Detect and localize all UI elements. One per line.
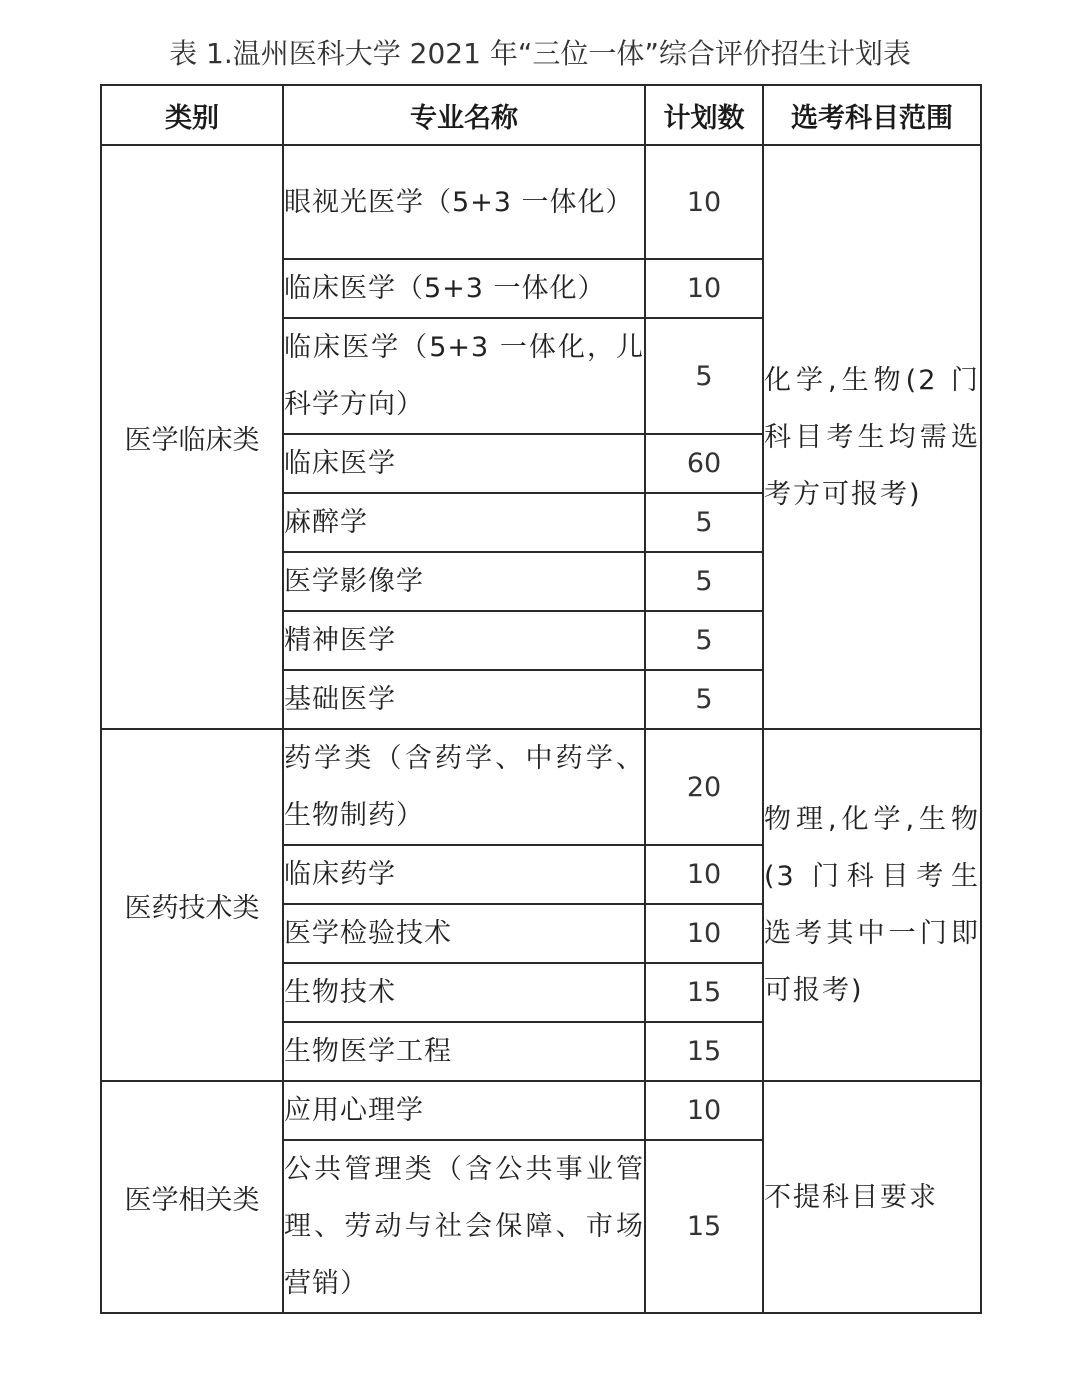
major-cell: 临床医学 (283, 434, 645, 493)
count-cell: 5 (645, 611, 763, 670)
header-category: 类别 (101, 85, 283, 145)
table-title: 表 1.温州医科大学 2021 年“三位一体”综合评价招生计划表 (169, 37, 911, 70)
table-row (101, 145, 981, 259)
header-scope: 选考科目范围 (763, 85, 981, 145)
count-cell: 60 (645, 434, 763, 493)
count-cell: 10 (645, 904, 763, 963)
count-cell: 15 (645, 1140, 763, 1313)
enrollment-plan-table (100, 84, 982, 1314)
category-cell: 医学临床类 (101, 145, 283, 729)
count-cell: 10 (645, 259, 763, 318)
scope-cell: 物理,化学,生物(3 门科目考生选考其中一门即可报考) (763, 729, 981, 1081)
count-cell: 5 (645, 493, 763, 552)
count-cell: 5 (645, 670, 763, 729)
table-row (101, 729, 981, 845)
count-cell: 10 (645, 1081, 763, 1140)
major-cell: 医学影像学 (283, 552, 645, 611)
count-cell: 5 (645, 552, 763, 611)
table-row (101, 1081, 981, 1140)
scope-cell: 化学,生物(2 门科目考生均需选考方可报考) (763, 145, 981, 729)
scope-cell: 不提科目要求 (763, 1081, 981, 1313)
major-cell: 基础医学 (283, 670, 645, 729)
major-cell: 生物医学工程 (283, 1022, 645, 1081)
count-cell: 10 (645, 845, 763, 904)
major-cell: 精神医学 (283, 611, 645, 670)
major-cell: 应用心理学 (283, 1081, 645, 1140)
major-cell: 医学检验技术 (283, 904, 645, 963)
major-cell: 临床医学（5+3 一体化，儿科学方向） (283, 318, 645, 434)
major-cell: 麻醉学 (283, 493, 645, 552)
count-cell: 5 (645, 318, 763, 434)
major-cell: 公共管理类（含公共事业管理、劳动与社会保障、市场营销） (283, 1140, 645, 1313)
category-cell: 医药技术类 (101, 729, 283, 1081)
table-header-row (101, 85, 981, 145)
major-cell: 临床医学（5+3 一体化） (283, 259, 645, 318)
major-cell: 药学类（含药学、中药学、生物制药） (283, 729, 645, 845)
major-cell: 临床药学 (283, 845, 645, 904)
count-cell: 10 (645, 145, 763, 259)
category-cell: 医学相关类 (101, 1081, 283, 1313)
count-cell: 15 (645, 1022, 763, 1081)
major-cell: 眼视光医学（5+3 一体化） (283, 145, 645, 259)
header-count: 计划数 (645, 85, 763, 145)
count-cell: 20 (645, 729, 763, 845)
count-cell: 15 (645, 963, 763, 1022)
header-major: 专业名称 (283, 85, 645, 145)
major-cell: 生物技术 (283, 963, 645, 1022)
